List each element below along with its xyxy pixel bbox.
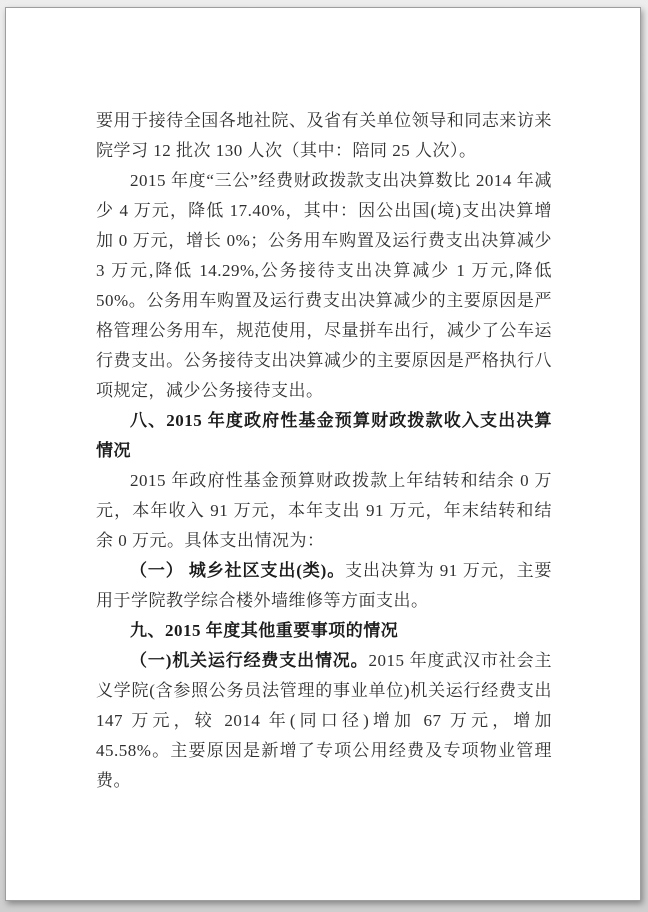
section-heading: 八、2015 年度政府性基金预算财政拨款收入支出决算情况: [96, 411, 552, 460]
paragraph: 2015 年政府性基金预算财政拨款上年结转和结余 0 万元，本年收入 91 万元，本年支出 91 万元，年末结转和结余 0 万元。具体支出情况为：: [96, 471, 552, 550]
document-body: [96, 106, 552, 796]
paragraph-text: 2015 年度武汉市社会主义学院(含参照公务员法管理的事业单位)机关运行经费支出 147 万元，较 2014 年(同口径)增加 67 万元，增加 45.58%。主要原因是新增了专项公用经费及专项物业管理费。: [96, 651, 552, 790]
paragraph-text: 支出决算为 91 万元，主要用于学院教学综合楼外墙维修等方面支出。: [96, 561, 553, 610]
paragraph: 2015 年度“三公”经费财政拨款支出决算数比 2014 年减少 4 万元，降低 17.40%，其中：因公出国(境)支出决算增加 0 万元，增长 0%；公务用车购置及运行费支出决算减少 3 万元,降低 14.29%,公务接待支出决算减少 1 万元,降低 50%。公务用车购置及运行费支出决算减少的主要原因是严格管理公务用车，规范使用，尽量拼车出行，减少了公车运行费支出。公务接待支出决算减少的主要原因是严格执行八项规定，减少公务接待支出。: [96, 171, 552, 400]
document-page: [5, 7, 641, 901]
section-heading: 九、2015 年度其他重要事项的情况: [130, 621, 399, 640]
paragraph: [96, 646, 552, 796]
paragraph: [96, 556, 552, 616]
paragraph-lead: （一） 城乡社区支出(类)。: [130, 561, 346, 580]
paragraph-lead: （一)机关运行经费支出情况。: [130, 651, 369, 670]
paragraph: 要用于接待全国各地社院、及省有关单位领导和同志来访来院学习 12 批次 130 人次（其中：陪同 25 人次）。: [96, 111, 552, 160]
